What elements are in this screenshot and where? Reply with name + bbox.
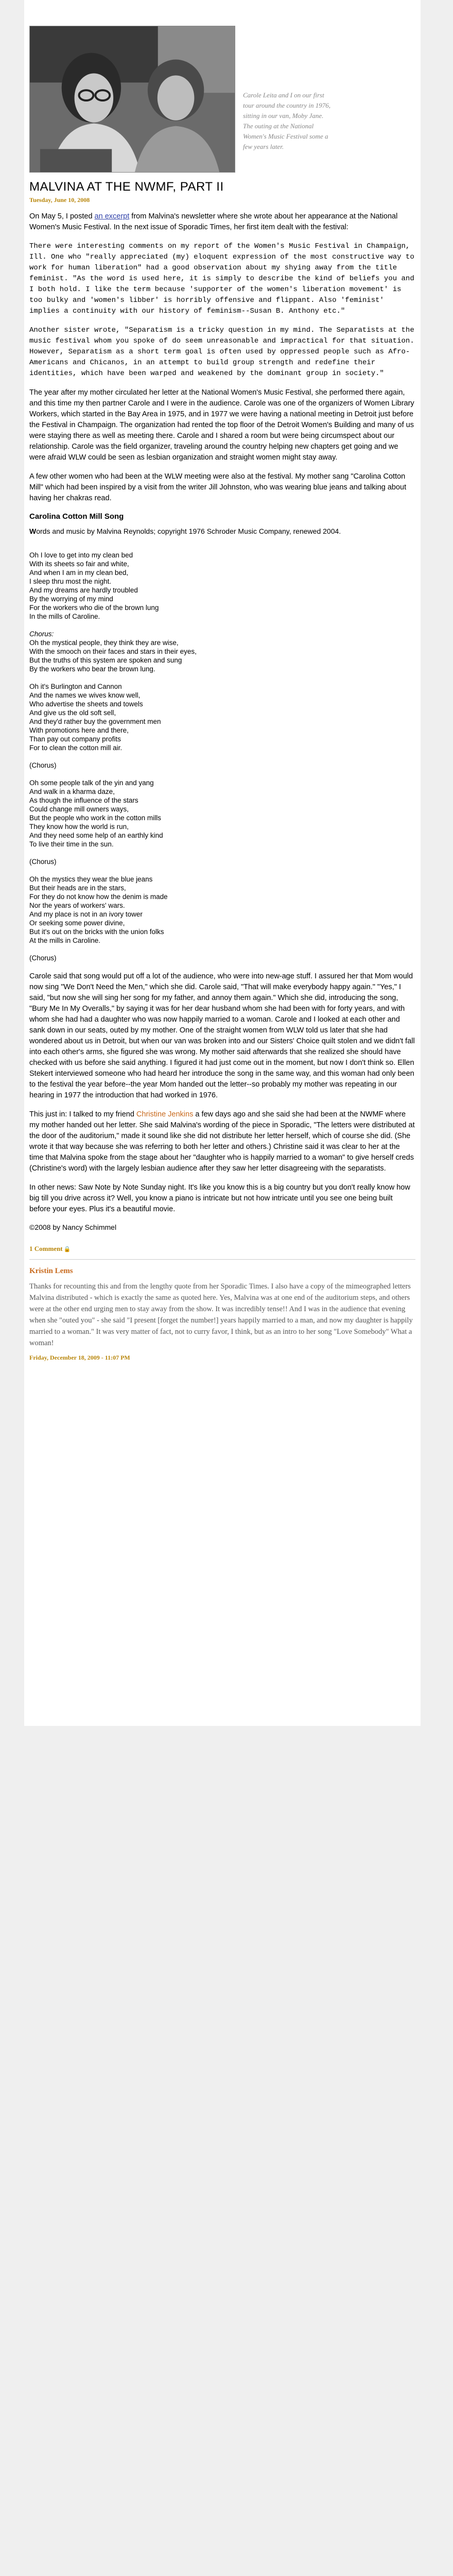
paragraph-this-just-in xyxy=(29,1109,415,1174)
lyrics-chorus-ref-1: (Chorus) xyxy=(29,761,57,769)
comments-count-label[interactable]: 1 Comment xyxy=(29,1245,63,1252)
comments-count-link[interactable] xyxy=(29,1245,421,1253)
lyrics-verse-4: Oh the mystics they wear the blue jeans But their heads are in the stars, For they do not know how the denim is made Nor the years of workers' wars. And my place is not in an ivory tower Or seeking some power divine, But it's out on the bricks with the union folks At the mills in Caroline. xyxy=(29,875,168,944)
comments-divider xyxy=(29,1259,415,1260)
lyrics-chorus-ref-2: (Chorus) xyxy=(29,858,57,866)
photo-caption: Carole Leita and I on our first tour around the country in 1976, sitting in our van, Moby Jane. The outing at the National Women's Music Festival some a few years later. xyxy=(243,91,330,150)
intro-paragraph xyxy=(29,211,415,233)
post-hero xyxy=(24,21,421,173)
christine-jenkins-link[interactable]: Christine Jenkins xyxy=(136,1110,194,1118)
excerpt-link[interactable]: an excerpt xyxy=(94,212,130,221)
post-body xyxy=(24,211,421,1231)
comment-author[interactable]: Kristin Lems xyxy=(29,1267,73,1275)
lyrics-verse-2: Oh it's Burlington and Cannon And the names we wives know well, Who advertise the sheets and towels And give us the old soft sell, And they'd rather buy the government men With promotions here and there, Than pay out company profits For to clean the cotton mill air. xyxy=(29,683,161,752)
comment-body: Thanks for recounting this and from the lengthy quote from her Sporadic Times. I also have a copy of the mimeographed letters Malvina distributed - which is exactly the same as quoted here. Yes, Malvina was at one end of the auditorium steps, and others were at the other end urging men to stay away from the show. It was incredibly tense!! And I was in the audience that evening when she "outed you" - she said "I present [forget the number!] years happily married to a man, and now my daughter is happily married to a woman." It was very matter of fact, not to curry favor, I think, but as an intro to her song "Love Somebody" What a woman! xyxy=(29,1282,413,1347)
talked-text-after: a few days ago and she said she had been at the NWMF where my mother handed out her letter. She said Malvina's wording of the piece in Sporadic, "The letters were distributed at the door of the auditorium," made it sound like she did not distribute her letter herself, which of course she did. (She wrote it that way because she was referring to both her letter and others.) Christine said it was clear to her at the time that Malvina spoke from the stage about her "daughter who is happily married to a woman" to give herself creds (Christine's word) with the largely lesbian audience after they saw her letter disagreeing with the separatists. xyxy=(29,1110,415,1173)
paragraph-other-news: In other news: Saw Note by Note Sunday night. It's like you know this is a big country but you don't really know how big till you drive across it? Well, you know a piano is intricate but not how intricate until you see one being built before your eyes. Plus it's a beautiful movie. xyxy=(29,1183,410,1213)
post-date: Tuesday, June 10, 2008 xyxy=(29,196,90,204)
lyrics-verse-1: Oh I love to get into my clean bed With its sheets so fair and white, And when I am in my clean bed, I sleep thru most the night. And my dreams are hardly troubled By the worrying of my mind For the workers who die of the brown lung In the mills of Caroline. xyxy=(29,551,159,620)
lyrics-chorus-ref-3: (Chorus) xyxy=(29,954,57,962)
paragraph-carole-said: Carole said that song would put off a lot of the audience, who were into new-age stuff. I assured her that Mom would now sing "We Don't Need the Men," which she did. Carole said, "That will make everybody happy again." "Yes," I said, "but now she will sing her song for my father, and annoy them again." Which she did, introducing the song, "Bury Me In My Overalls," by saying it was for her dear husband whom she had been with for forty years, and with whom she had had a daughter who was now happily married to a woman. Carole and I looked at each other and sank down in our seats, outed by my mother. One of the straight women from WLW told us later that she had wondered about us in Detroit, but when our van was broken into and our Sisters' Choice quilt stolen and we didn't fall into each other's arms, she figured she was wrong. My mother said afterwards that she realized she should have checked with us before she said anything. I figured it had just come out in the moment, but now I don't think so. Ellen Stekert interviewed someone who had heard her introduce the song in the same way, and this woman had only been to the festival the year before--the year Mom handed out the letter--so probably my mother was repeating in our hearing in 1977 the introduction that had worked in 1976. xyxy=(29,972,415,1099)
talked-text-before: This just in: I talked to my friend xyxy=(29,1110,136,1118)
comment-date: Friday, December 18, 2009 - 11:07 PM xyxy=(29,1354,130,1361)
lyrics-verse-3: Oh some people talk of the yin and yang And walk in a kharma daze, As though the influence of the stars Could change mill owners ways, But the people who work in the cotton mills They know how the world is run, And they need some help of an earthly kind To live their time in the sun. xyxy=(29,779,163,848)
newsletter-quote-1: There were interesting comments on my report of the Women's Music Festival in Champaign, Ill. One who "really appreciated (my) eloquent expression of the most constructive way to work for human liberation" had a good observation about my shying away from the title feminist. "As the word is used here, it is simply to describe the kind of beliefs you and I both hold. I like the term because 'supporter of the women's liberation movement' is too bulky and 'women's libber' is horribly offensive and flippant. Also 'feminist' implies a continuity with our history of feminism--Susan B. Anthony etc." xyxy=(29,242,414,315)
copyright-signature: ©2008 by Nancy Schimmel xyxy=(29,1223,117,1231)
newsletter-quote-2: Another sister wrote, "Separatism is a tricky question in my mind. The Separatists at the music festival whom you spoke of do seem unreasonable and impractical for that situation. However, Separatism as a short term goal is often used by oppressed people such as Afro-Americans and Chicanos, in an attempt to build group strength and redefine their identities, which have been warped and weakened by the dominant group in society." xyxy=(29,326,414,378)
paragraph-few-other-women: A few other women who had been at the WLW meeting were also at the festival. My mother sang "Carolina Cotton Mill" which had been inspired by a visit from the writer Jill Johnston, who was wearing blue jeans and talking about having her chakras read. xyxy=(29,472,407,502)
lyrics-chorus: Oh the mystical people, they think they are wise, With the smooch on their faces and stars in their eyes, But the truths of this system are spoken and sung By the workers who bear the brown lung. xyxy=(29,639,197,673)
blog-page xyxy=(24,0,421,1726)
intro-text-after: from Malvina's newsletter where she wrote about her appearance at the National Women's Music Festival. In the next issue of Sporadic Times, her first item dealt with the festival: xyxy=(29,212,398,231)
lock-icon: 🔒 xyxy=(63,1246,71,1252)
song-title: Carolina Cotton Mill Song xyxy=(29,512,124,521)
song-lyrics xyxy=(29,551,415,962)
comment-item xyxy=(24,1267,421,1362)
photo-image xyxy=(30,26,235,172)
song-credit-text: ords and music by Malvina Reynolds; copyright 1976 Schroder Music Company, renewed 2004. xyxy=(36,527,341,535)
lyrics-chorus-label: Chorus: xyxy=(29,630,54,638)
song-credit xyxy=(29,526,415,536)
post-title: MALVINA AT THE NWMF, PART II xyxy=(29,180,224,194)
intro-text-before: On May 5, I posted xyxy=(29,212,95,221)
post-photo xyxy=(29,26,235,173)
paragraph-year-after: The year after my mother circulated her letter at the National Women's Music Festival, she performed there again, and this time my then partner Carole and I were in the audience. Carole was one of the organizers of Women Library Workers, which started in the Bay Area in 1975, and in 1977 we were having a national meeting in Detroit just before the Festival in Champaign. The organization had rented the top floor of the Detroit Women's Building and many of us were staying there as well as meeting there. Carole and I shared a room but were being circumspect about our relationship. Carole was the field organizer, traveling around the country helping new chapters get going and we were afraid WLW could be seen as lesbian organization and straight women might stay away. xyxy=(29,388,414,462)
song-credit-dropcap: W xyxy=(29,527,37,535)
